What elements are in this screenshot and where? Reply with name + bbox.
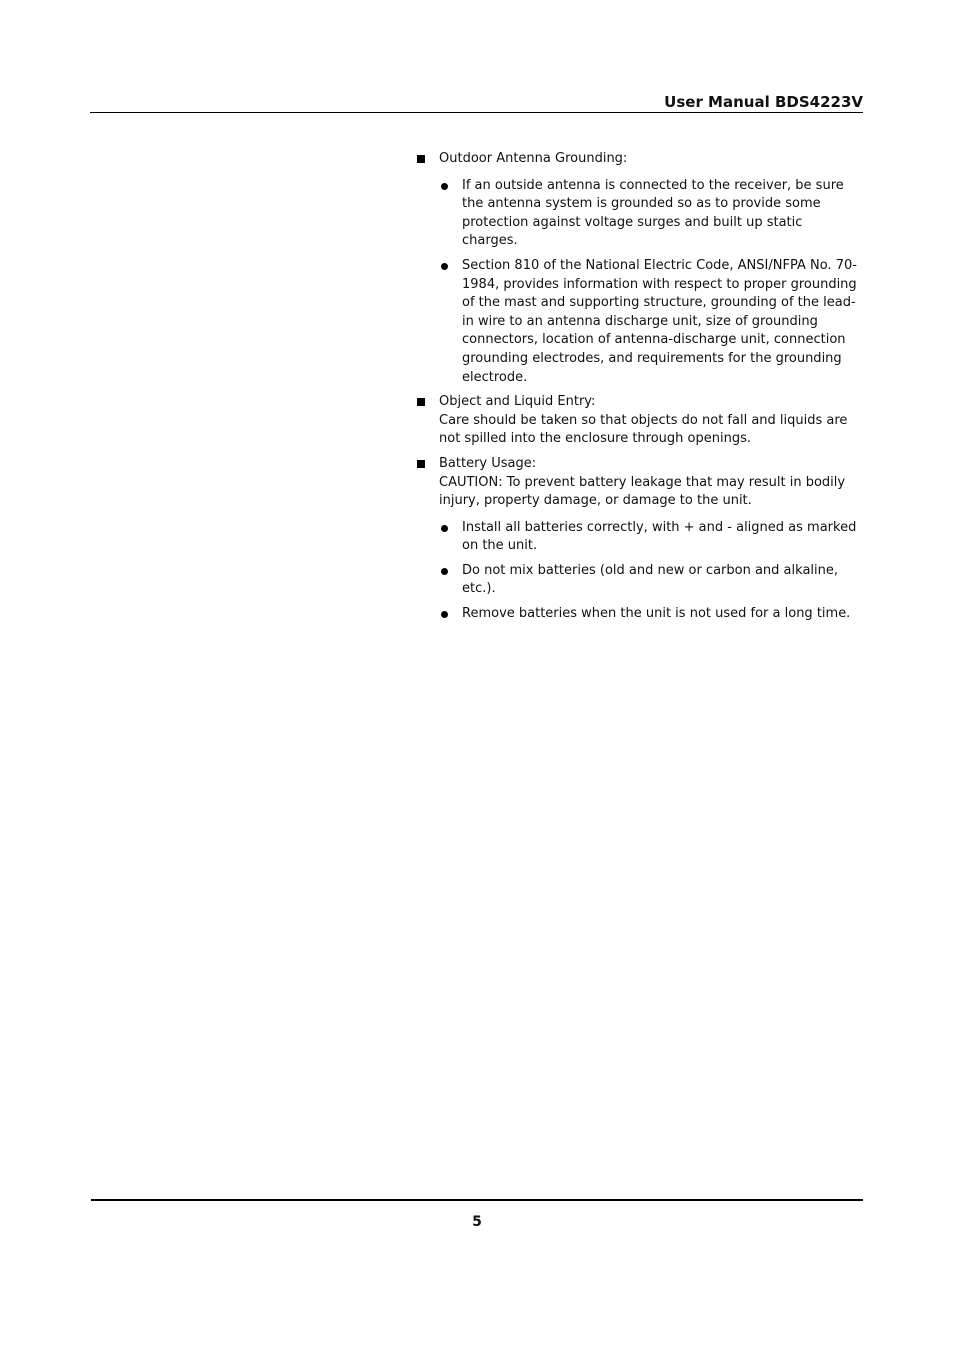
sub-list: [439, 519, 862, 624]
list-item: [439, 177, 862, 251]
square-bullet-icon: [417, 398, 425, 406]
section-heading: Outdoor Antenna Grounding:: [439, 151, 628, 166]
list-item: [439, 257, 862, 387]
round-bullet-icon: [441, 611, 448, 618]
section-battery-usage: [416, 455, 862, 624]
document-title: User Manual BDS4223V: [664, 93, 863, 111]
list-item: [439, 562, 862, 599]
list-item-text: Section 810 of the National Electric Code, ANSI/NFPA No. 70-1984, provides information with respect to proper grounding of the mast and supporting structure, grounding of the lead-in wire to an antenna discharge unit, size of grounding connectors, location of antenna-discharge unit, connection grounding electrodes, and requirements for the grounding electrode.: [462, 257, 857, 385]
list-item-text: Install all batteries correctly, with + and - aligned as marked on the unit.: [462, 519, 857, 554]
round-bullet-icon: [441, 568, 448, 575]
square-bullet-icon: [417, 155, 425, 163]
section-object-liquid-entry: [416, 393, 862, 449]
section-body: CAUTION: To prevent battery leakage that may result in bodily injury, property damage, or damage to the unit.: [439, 474, 846, 509]
list-item: [439, 519, 862, 556]
section-heading: Object and Liquid Entry:: [439, 394, 596, 410]
round-bullet-icon: [441, 263, 448, 270]
round-bullet-icon: [441, 525, 448, 532]
list-item: [439, 605, 862, 624]
list-item-text: If an outside antenna is connected to the receiver, be sure the antenna system is grounded so as to provide some protection against voltage surges and built up static charges.: [462, 177, 844, 249]
header-divider: [90, 112, 863, 113]
list-item-text: Do not mix batteries (old and new or carbon and alkaline, etc.).: [462, 562, 838, 597]
square-bullet-icon: [417, 460, 425, 468]
section-body: Care should be taken so that objects do not fall and liquids are not spilled into the enclosure through openings.: [439, 412, 848, 447]
page-number: 5: [472, 1214, 482, 1230]
sub-list: [439, 177, 862, 388]
round-bullet-icon: [441, 183, 448, 190]
section-heading: Battery Usage:: [439, 455, 537, 471]
section-antenna-grounding: [416, 150, 862, 387]
manual-content: [416, 150, 862, 630]
footer-divider: [91, 1199, 863, 1201]
list-item-text: Remove batteries when the unit is not used for a long time.: [462, 606, 851, 622]
